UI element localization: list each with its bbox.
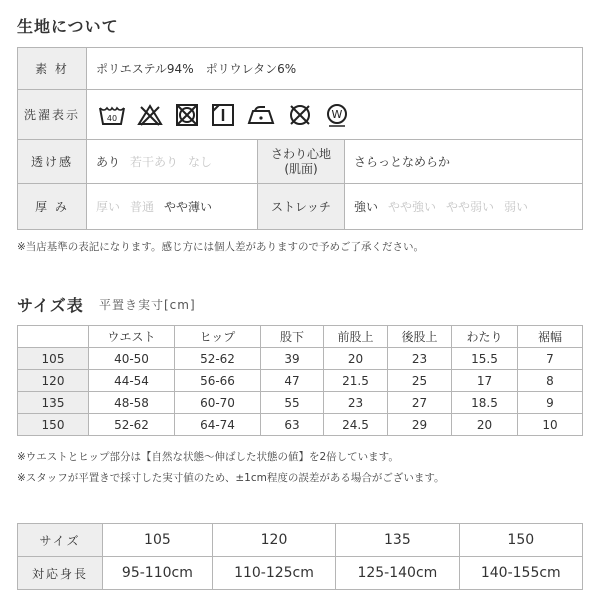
- row-size-label: 120: [18, 370, 89, 392]
- table-cell: 23: [388, 348, 452, 370]
- feel-label-sub: (肌面): [284, 161, 318, 176]
- table-cell: 21.5: [324, 370, 388, 392]
- sheer-option-yes: あり: [96, 155, 121, 169]
- height-value-cell: 140-155cm: [459, 557, 582, 590]
- table-cell: 24.5: [324, 414, 388, 436]
- stretch-option-strong: 強い: [354, 200, 379, 214]
- svg-text:40: 40: [106, 113, 118, 123]
- table-row: [18, 414, 583, 436]
- no-tumble-dry-icon: [174, 103, 200, 127]
- table-cell: 10: [518, 414, 583, 436]
- stretch-option-somewhat-strong: やや強い: [388, 200, 437, 214]
- thickness-option-slightly-thin: やや薄い: [164, 200, 213, 214]
- table-row: [18, 370, 583, 392]
- stretch-option-somewhat-weak: やや弱い: [446, 200, 495, 214]
- height-value-cell: 125-140cm: [336, 557, 459, 590]
- height-table-height-row: [18, 557, 583, 590]
- wash-icons: [96, 103, 582, 127]
- fabric-note: ※当店基準の表記になります。感じ方には個人差がありますので予めご了承ください。: [17, 241, 424, 253]
- height-table-size-row: [18, 524, 583, 557]
- size-note-1: ※ウエストとヒップ部分は【自然な状態〜伸ばした状態の値】を2倍しています。: [17, 451, 399, 463]
- height-size-cell: 150: [459, 524, 582, 557]
- size-table-header: [18, 326, 583, 348]
- size-note-2: ※スタッフが平置きで採寸した実寸値のため、±1cm程度の誤差がある場合がございます。: [17, 472, 445, 484]
- iron-low-icon: [246, 103, 276, 127]
- table-cell: 55: [261, 392, 324, 414]
- height-size-cell: 105: [103, 524, 213, 557]
- table-cell: 64-74: [175, 414, 261, 436]
- table-cell: 39: [261, 348, 324, 370]
- stretch-label: ストレッチ: [258, 184, 345, 230]
- no-dry-clean-icon: [286, 103, 314, 127]
- table-cell: 20: [452, 414, 518, 436]
- material-label: 素 材: [18, 48, 87, 90]
- table-cell: 20: [324, 348, 388, 370]
- table-cell: 17: [452, 370, 518, 392]
- table-cell: 29: [388, 414, 452, 436]
- table-cell: 56-66: [175, 370, 261, 392]
- sheer-option-slight: 若干あり: [130, 155, 179, 169]
- height-table-size-label: サイズ: [18, 524, 103, 557]
- column-header: 股下: [261, 326, 324, 348]
- table-cell: 23: [324, 392, 388, 414]
- svg-text:W: W: [331, 107, 343, 121]
- table-cell: 47: [261, 370, 324, 392]
- table-cell: 40-50: [89, 348, 175, 370]
- thickness-label: 厚 み: [18, 184, 87, 230]
- no-bleach-icon: [136, 103, 164, 127]
- feel-label-main: さわり心地: [270, 146, 331, 161]
- wash-icons-cell: [87, 90, 583, 140]
- table-cell: 18.5: [452, 392, 518, 414]
- sheer-option-none: なし: [188, 155, 213, 169]
- table-cell: 63: [261, 414, 324, 436]
- column-header: わたり: [452, 326, 518, 348]
- sheer-options: [87, 140, 258, 184]
- fabric-section-title: 生地について: [17, 17, 119, 36]
- table-cell: 60-70: [175, 392, 261, 414]
- table-cell: 48-58: [89, 392, 175, 414]
- height-table-height-label: 対応身長: [18, 557, 103, 590]
- row-size-label: 105: [18, 348, 89, 370]
- feel-value: さらっとなめらか: [345, 140, 583, 184]
- fabric-table: [17, 47, 583, 230]
- height-value-cell: 95-110cm: [103, 557, 213, 590]
- wash-label: 洗濯表示: [18, 90, 87, 140]
- stretch-options: [345, 184, 583, 230]
- table-row: [18, 392, 583, 414]
- table-cell: 27: [388, 392, 452, 414]
- table-cell: 9: [518, 392, 583, 414]
- table-cell: 7: [518, 348, 583, 370]
- thickness-options: [87, 184, 258, 230]
- column-header: 裾幅: [518, 326, 583, 348]
- thickness-option-thick: 厚い: [96, 200, 121, 214]
- size-table-corner: [18, 326, 89, 348]
- feel-label: [258, 140, 345, 184]
- height-table: [17, 523, 583, 590]
- table-cell: 52-62: [89, 414, 175, 436]
- height-value-cell: 110-125cm: [212, 557, 335, 590]
- thickness-option-normal: 普通: [130, 200, 155, 214]
- table-cell: 15.5: [452, 348, 518, 370]
- table-cell: 44-54: [89, 370, 175, 392]
- column-header: 後股上: [388, 326, 452, 348]
- column-header: ヒップ: [175, 326, 261, 348]
- height-size-cell: 120: [212, 524, 335, 557]
- column-header: 前股上: [324, 326, 388, 348]
- wash-40-icon: [98, 103, 126, 127]
- row-size-label: 135: [18, 392, 89, 414]
- row-size-label: 150: [18, 414, 89, 436]
- line-dry-icon: [210, 103, 236, 127]
- size-section-title: サイズ表: [17, 296, 84, 315]
- sheer-label: 透け感: [18, 140, 87, 184]
- table-cell: 52-62: [175, 348, 261, 370]
- size-section-subtitle: 平置き実寸[cm]: [99, 298, 196, 312]
- stretch-option-weak: 弱い: [504, 200, 529, 214]
- table-cell: 25: [388, 370, 452, 392]
- size-table: [17, 325, 583, 436]
- wet-clean-icon: [324, 103, 350, 127]
- material-value: ポリエステル94% ポリウレタン6%: [87, 48, 583, 90]
- height-size-cell: 135: [336, 524, 459, 557]
- table-cell: 8: [518, 370, 583, 392]
- table-row: [18, 348, 583, 370]
- column-header: ウエスト: [89, 326, 175, 348]
